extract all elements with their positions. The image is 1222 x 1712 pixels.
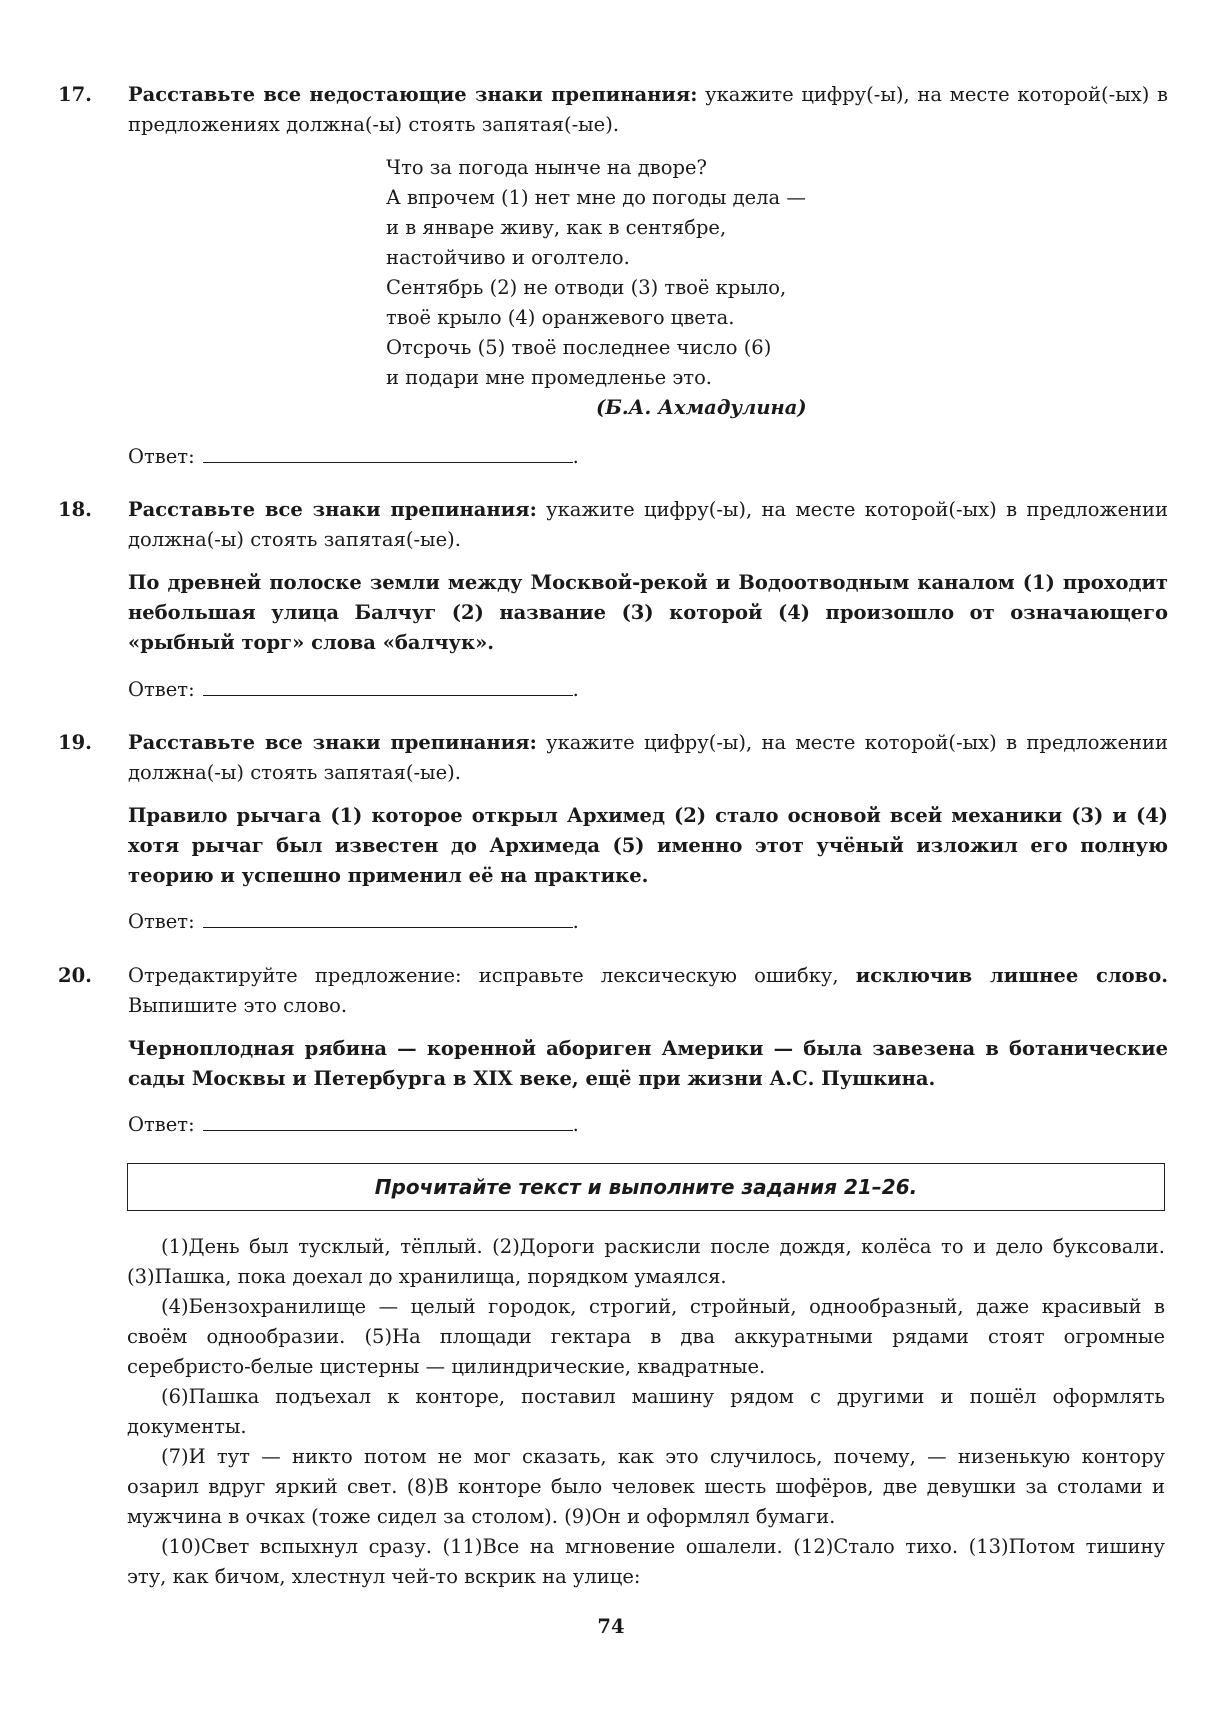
poem-line: и подари мне промедленье это.: [386, 366, 713, 389]
text-paragraph: (6)Пашка подъехал к конторе, поставил машину рядом с другими и пошёл оформлять документы.: [127, 1385, 1165, 1438]
answer-period: .: [572, 678, 579, 701]
instruction-bold: Расставьте все знаки препинания:: [128, 731, 537, 754]
answer-label: Ответ:: [128, 910, 195, 933]
task-body: [128, 961, 1168, 1094]
answer-19: [128, 907, 579, 937]
answer-period: .: [572, 910, 579, 933]
poem-line: Сентябрь (2) не отводи (3) твоё крыло,: [386, 276, 787, 299]
task-number: 17.: [58, 83, 92, 106]
boxed-heading: [127, 1163, 1165, 1211]
instruction-bold: исключив лишнее слово.: [855, 964, 1168, 987]
answer-18: [128, 675, 579, 705]
task-sentence: По древней полоске земли между Москвой-рекой и Водоотводным каналом (1) проходит небольшая улица Балчуг (2) название (3) которой (4) произошло от означающего «рыбный торг» слова «балчук».: [128, 571, 1168, 654]
answer-label: Ответ:: [128, 1113, 195, 1136]
task-number: 18.: [58, 498, 92, 521]
boxed-heading-text: Прочитайте текст и выполните задания 21–26.: [374, 1175, 918, 1199]
page-number: 74: [597, 1615, 625, 1638]
instruction-rest: укажите цифру(-ы), на месте которой(-ых) в предложении должна(-ы) стоять запятая(-ые).: [128, 498, 1168, 551]
text-paragraph: (1)День был тусклый, тёплый. (2)Дороги раскисли после дождя, колёса то и дело буксовали. (3)Пашка, пока доехал до хранилища, порядком умаялся.: [127, 1235, 1165, 1288]
answer-blank[interactable]: [203, 909, 573, 928]
answer-period: .: [572, 1113, 579, 1136]
task-instruction: [128, 495, 1168, 555]
instruction-rest: укажите цифру(-ы), на месте которой(-ых) в предложениях должна(-ы) стоять запятая(-ые).: [128, 83, 1169, 136]
task-instruction: [128, 728, 1168, 788]
task-body: [128, 728, 1168, 891]
poem-line: Что за погода нынче на дворе?: [386, 156, 707, 179]
answer-blank[interactable]: [203, 1112, 573, 1131]
text-paragraph: (10)Свет вспыхнул сразу. (11)Все на мгновение ошалели. (12)Стало тихо. (13)Потом тишину эту, как бичом, хлестнул чей-то вскрик на улице:: [127, 1535, 1165, 1588]
instruction-part: Отредактируйте предложение: исправьте лексическую ошибку,: [128, 964, 856, 987]
reading-text: [127, 1232, 1165, 1592]
task-number: 19.: [58, 731, 92, 754]
answer-17: [128, 442, 579, 472]
poem: [386, 153, 826, 423]
answer-blank[interactable]: [203, 444, 573, 463]
poem-line: твоё крыло (4) оранжевого цвета.: [386, 306, 735, 329]
poem-author: (Б.А. Ахмадулина): [596, 396, 807, 419]
task-body: [128, 495, 1168, 658]
answer-label: Ответ:: [128, 678, 195, 701]
task-sentence: Правило рычага (1) которое открыл Архимед (2) стало основой всей механики (3) и (4) хотя рычаг был известен до Архимеда (5) именно этот учёный изложил его полную теорию и успешно применил её на практике.: [128, 804, 1168, 887]
poem-line: Отсрочь (5) твоё последнее число (6): [386, 336, 772, 359]
text-paragraph: (7)И тут — никто потом не мог сказать, как это случилось, почему, — низенькую контору озарил вдруг яркий свет. (8)В конторе было человек шесть шофёров, две девушки за столами и мужчина в очках (тоже сидел за столом). (9)Он и оформлял бумаги.: [127, 1445, 1165, 1528]
poem-line: настойчиво и оголтело.: [386, 246, 630, 269]
instruction-bold: Расставьте все знаки препинания:: [128, 498, 537, 521]
poem-line: А впрочем (1) нет мне до погоды дела —: [386, 186, 806, 209]
answer-blank[interactable]: [203, 677, 573, 696]
instruction-bold: Расставьте все недостающие знаки препинания:: [128, 83, 698, 106]
task-instruction: [128, 961, 1168, 1021]
answer-period: .: [572, 445, 579, 468]
task-number: 20.: [58, 964, 92, 987]
task-sentence: Черноплодная рябина — коренной абориген Америки — была завезена в ботанические сады Москвы и Петербурга в XIX веке, ещё при жизни А.С. Пушкина.: [128, 1037, 1168, 1090]
text-paragraph: (4)Бензохранилище — целый городок, строгий, стройный, однообразный, даже красивый в своём однообразии. (5)На площади гектара в два аккуратными рядами стоят огромные серебристо-белые цистерны — цилиндрические, квадратные.: [127, 1295, 1165, 1378]
answer-20: [128, 1110, 579, 1140]
instruction-rest: укажите цифру(-ы), на месте которой(-ых) в предложении должна(-ы) стоять запятая(-ые).: [128, 731, 1168, 784]
poem-line: и в январе живу, как в сентябре,: [386, 216, 727, 239]
instruction-part: Выпишите это слово.: [128, 994, 348, 1017]
task-instruction: [128, 80, 1168, 140]
answer-label: Ответ:: [128, 445, 195, 468]
